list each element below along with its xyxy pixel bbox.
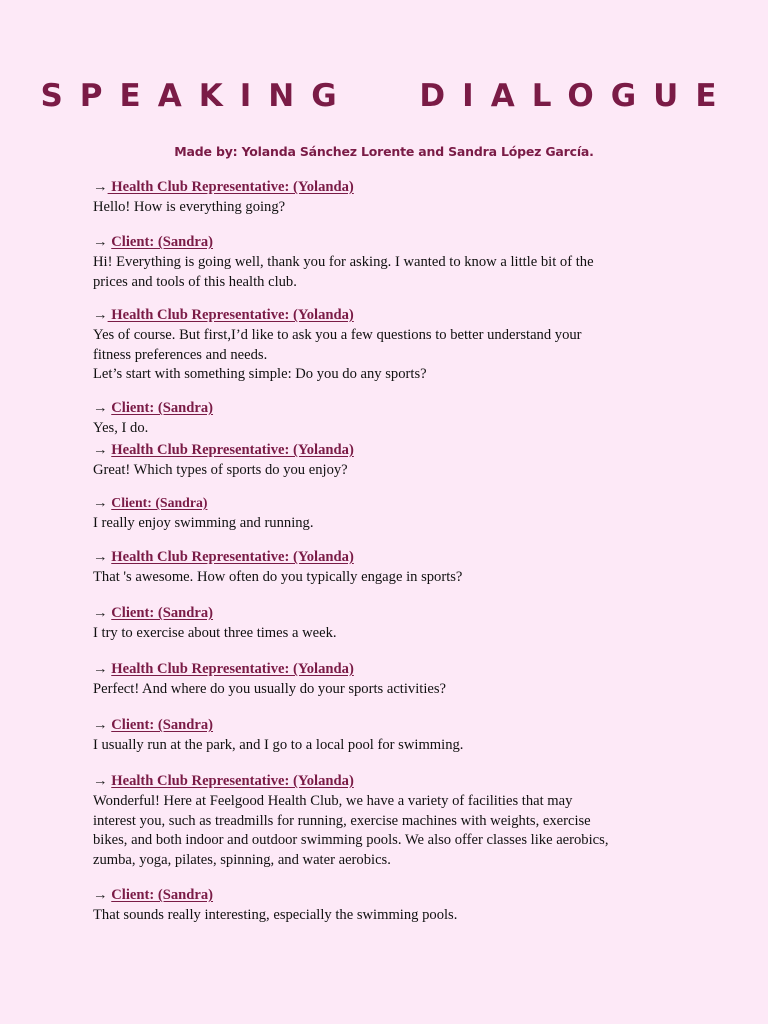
dialogue-line: Hi! Everything is going well, thank you for asking. I wanted to know a little bit of the [93, 253, 594, 270]
dialogue-turn [93, 233, 594, 292]
speaker-label: Health Club Representative: (Yolanda) [111, 661, 354, 677]
dialogue-turn [93, 772, 608, 871]
speaker-label: Health Club Representative: (Yolanda) [107, 307, 354, 323]
dialogue-line: interest you, such as treadmills for running, exercise machines with weights, exercise [93, 812, 591, 829]
dialogue-line: fitness preferences and needs. [93, 346, 268, 363]
dialogue-line: I usually run at the park, and I go to a local pool for swimming. [93, 736, 464, 753]
dialogue-line: Great! Which types of sports do you enjoy? [93, 461, 348, 478]
arrow-icon: → [93, 442, 108, 458]
speaker-label: Client: (Sandra) [111, 605, 214, 621]
dialogue-turn [93, 886, 457, 926]
arrow-icon: → [93, 495, 108, 511]
speaker-label: Client: (Sandra) [111, 887, 214, 903]
arrow-icon: → [93, 773, 108, 789]
speaker-label: Health Club Representative: (Yolanda) [107, 179, 354, 195]
dialogue-line: Yes of course. But first,I’d like to ask you a few questions to better understand your [93, 326, 582, 343]
dialogue-line: prices and tools of this health club. [93, 273, 297, 290]
dialogue-turn [93, 306, 582, 385]
dialogue-line: zumba, yoga, pilates, spinning, and water aerobics. [93, 852, 391, 869]
dialogue-turn [93, 604, 337, 644]
dialogue-line: bikes, and both indoor and outdoor swimming pools. We also offer classes like aerobics, [93, 832, 609, 849]
arrow-icon: → [93, 307, 108, 323]
dialogue-turn [93, 548, 462, 588]
speaker-label: Client: (Sandra) [111, 234, 214, 250]
arrow-icon: → [93, 179, 108, 195]
dialogue-line: Yes, I do. [93, 419, 149, 436]
page-title: SPEAKING DIALOGUE [40, 78, 734, 114]
dialogue-turn [93, 441, 354, 481]
speaker-label: Client: (Sandra) [111, 717, 214, 733]
dialogue-turn [93, 660, 446, 700]
authors-line: Made by: Yolanda Sánchez Lorente and Sandra López García. [174, 144, 594, 159]
speaker-label: Health Club Representative: (Yolanda) [111, 442, 354, 458]
dialogue-line: I really enjoy swimming and running. [93, 514, 314, 531]
dialogue-line: Let’s start with something simple: Do you do any sports? [93, 366, 427, 383]
speaker-label: Health Club Representative: (Yolanda) [111, 773, 354, 789]
arrow-icon: → [93, 400, 108, 416]
dialogue-line: Hello! How is everything going? [93, 198, 286, 215]
dialogue-turn [93, 178, 354, 218]
arrow-icon: → [93, 887, 108, 903]
arrow-icon: → [93, 717, 108, 733]
dialogue-line: I try to exercise about three times a week. [93, 624, 337, 641]
arrow-icon: → [93, 234, 108, 250]
dialogue-line: That sounds really interesting, especially the swimming pools. [93, 906, 458, 923]
dialogue-turn [93, 493, 314, 534]
dialogue-line: That 's awesome. How often do you typically engage in sports? [93, 568, 463, 585]
speaker-label: Health Club Representative: (Yolanda) [111, 549, 354, 565]
speaker-label: Client: (Sandra) [111, 495, 208, 510]
dialogue-turn [93, 399, 213, 439]
speaker-label: Client: (Sandra) [111, 400, 214, 416]
arrow-icon: → [93, 549, 108, 565]
arrow-icon: → [93, 605, 108, 621]
dialogue-line: Wonderful! Here at Feelgood Health Club, we have a variety of facilities that may [93, 792, 573, 809]
arrow-icon: → [93, 661, 108, 677]
dialogue-line: Perfect! And where do you usually do your sports activities? [93, 680, 447, 697]
dialogue-turn [93, 716, 463, 756]
